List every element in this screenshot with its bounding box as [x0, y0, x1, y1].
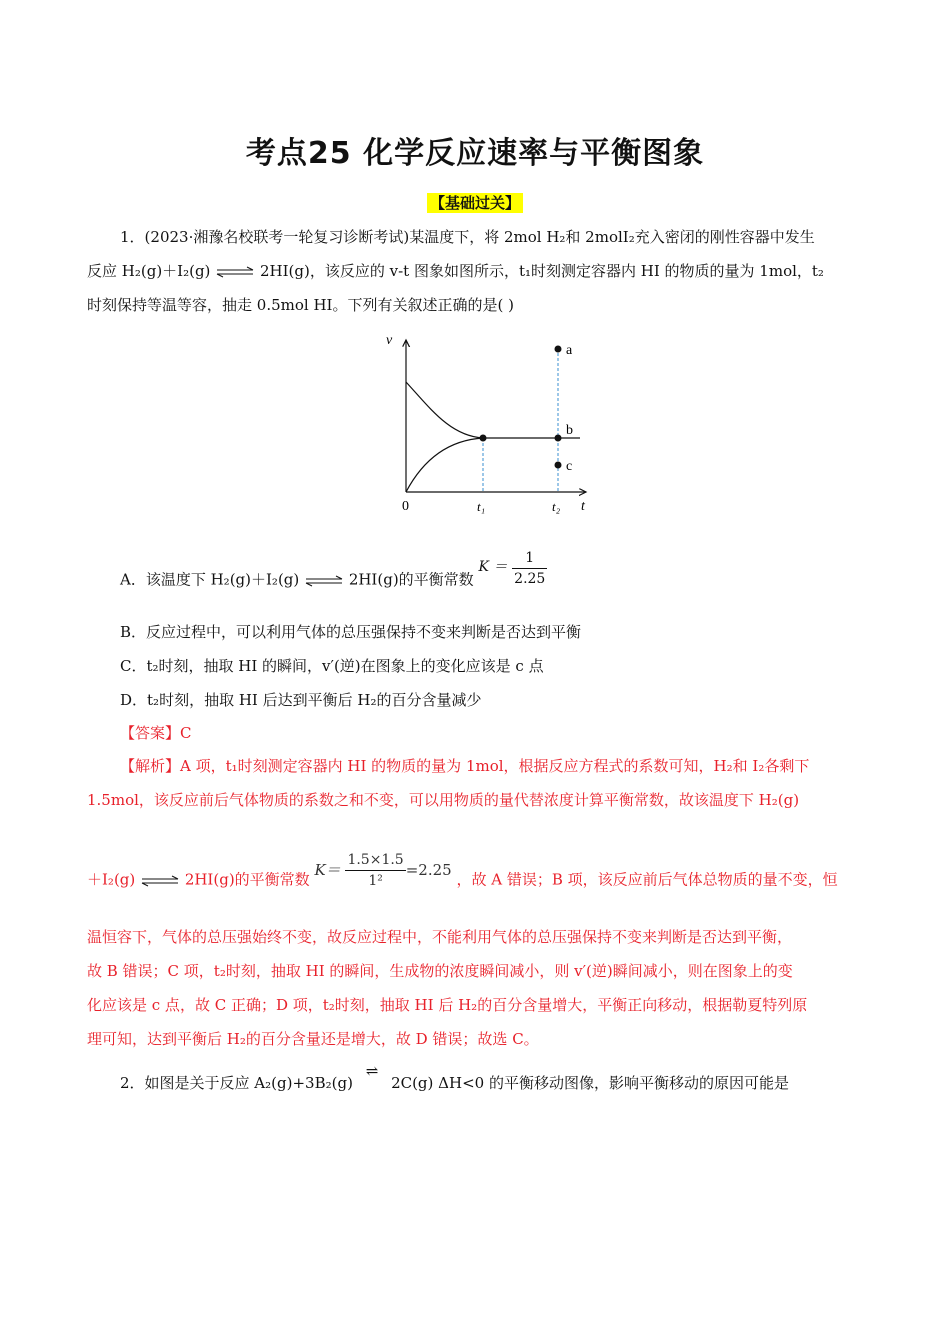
point-c-label: c	[566, 459, 573, 474]
option-a-k: K ＝	[478, 558, 508, 575]
analysis-k-text: 2HI(g)的平衡常数	[184, 870, 310, 889]
analysis-line2: 1.5mol，该反应前后气体物质的系数之和不变，可以用物质的量代替浓度计算平衡常数，故该温度下 H₂(g)	[87, 791, 800, 809]
option-a-post: 2HI(g)的平衡常数	[348, 570, 474, 589]
option-c: C．t₂时刻，抽取 HI 的瞬间，v′(逆)在图象上的变化应该是 c 点	[120, 657, 544, 675]
q2-post: 2C(g) ΔH<0 的平衡移动图像，影响平衡移动的原因可能是	[391, 1074, 789, 1092]
page-title: 考点25 化学反应速率与平衡图象	[245, 136, 705, 171]
q2-pre: 2．如图是关于反应 A₂(g)+3B₂(g)	[120, 1074, 353, 1092]
analysis-line4: 温恒容下，气体的总压强始终不变，故反应过程中，不能利用气体的总压强保持不变来判断是否达到平衡，	[87, 928, 793, 946]
q1-line3: 时刻保持等温等容，抽走 0.5mol HI。下列有关叙述正确的是( )	[87, 296, 514, 314]
q2-line	[120, 1062, 789, 1093]
option-a-denominator: 2.25	[514, 571, 546, 587]
analysis-line6: 化应该是 c 点，故 C 正确；D 项，t₂时刻，抽取 HI 后 H₂的百分含量增大，平衡正向移动，根据勒夏特列原	[87, 996, 808, 1014]
point-b	[555, 435, 562, 442]
analysis-reaction: ＋I₂(g)	[87, 870, 136, 889]
option-a	[120, 550, 547, 601]
analysis-line7: 理可知，达到平衡后 H₂的百分含量还是增大，故 D 错误；故选 C。	[87, 1030, 539, 1048]
option-a-numerator: 1	[512, 548, 547, 569]
equilibrium-arrow-icon	[304, 575, 344, 587]
point-a	[555, 346, 562, 353]
q1-description: 2HI(g)，该反应的 v-t 图象如图所示，t₁时刻测定容器内 HI 的物质的量为 1mol，t₂	[259, 262, 824, 280]
analysis-line3-post: ，故 A 错误；B 项，该反应前后气体总物质的量不变，恒	[456, 870, 838, 889]
y-axis-label: v	[386, 333, 393, 348]
option-b: B．反应过程中，可以利用气体的总压强保持不变来判断是否达到平衡	[120, 623, 582, 641]
q1-line2	[87, 261, 824, 281]
vt-graph	[380, 328, 600, 524]
equilibrium-point	[480, 435, 487, 442]
section-tag	[0, 192, 950, 213]
analysis-line1: 【解析】A 项，t₁时刻测定容器内 HI 的物质的量为 1mol，根据反应方程式的系数可知，H₂和 I₂各剩下	[120, 757, 810, 775]
x-axis-label: t	[581, 499, 585, 514]
option-a-fraction	[512, 548, 547, 589]
analysis-k-value: =2.25	[405, 860, 452, 879]
q1-line1: 1．(2023·湘豫名校联考一轮复习诊断考试)某温度下，将 2mol H₂和 2molI₂充入密闭的刚性容器中发生	[120, 228, 815, 246]
q2-equilibrium-arrow: ⇌	[365, 1062, 379, 1080]
forward-rate-curve	[406, 382, 483, 438]
analysis-k: K＝	[314, 860, 341, 879]
q1-reaction: 反应 H₂(g)＋I₂(g)	[87, 262, 211, 280]
t1-label: t₁	[477, 499, 486, 514]
origin-label: 0	[402, 499, 409, 514]
analysis-denominator: 1²	[368, 873, 383, 889]
equilibrium-arrow-icon	[215, 266, 255, 278]
analysis-line3	[87, 852, 838, 901]
point-a-label: a	[566, 343, 573, 358]
option-a-pre: A．该温度下 H₂(g)＋I₂(g)	[120, 570, 300, 589]
answer: 【答案】C	[120, 724, 192, 742]
analysis-numerator: 1.5×1.5	[345, 850, 405, 871]
equilibrium-arrow-icon	[140, 875, 180, 887]
analysis-line5: 故 B 错误；C 项，t₂时刻，抽取 HI 的瞬间，生成物的浓度瞬间减小，则 v′(逆)瞬间减小，则在图象上的变	[87, 962, 793, 980]
point-b-label: b	[566, 423, 573, 438]
option-d: D．t₂时刻，抽取 HI 后达到平衡后 H₂的百分含量减少	[120, 691, 482, 709]
reverse-rate-curve	[406, 438, 483, 492]
section-tag-label: 【基础过关】	[427, 193, 523, 213]
analysis-fraction	[345, 850, 405, 891]
t2-label: t₂	[552, 499, 561, 514]
point-c	[555, 462, 562, 469]
